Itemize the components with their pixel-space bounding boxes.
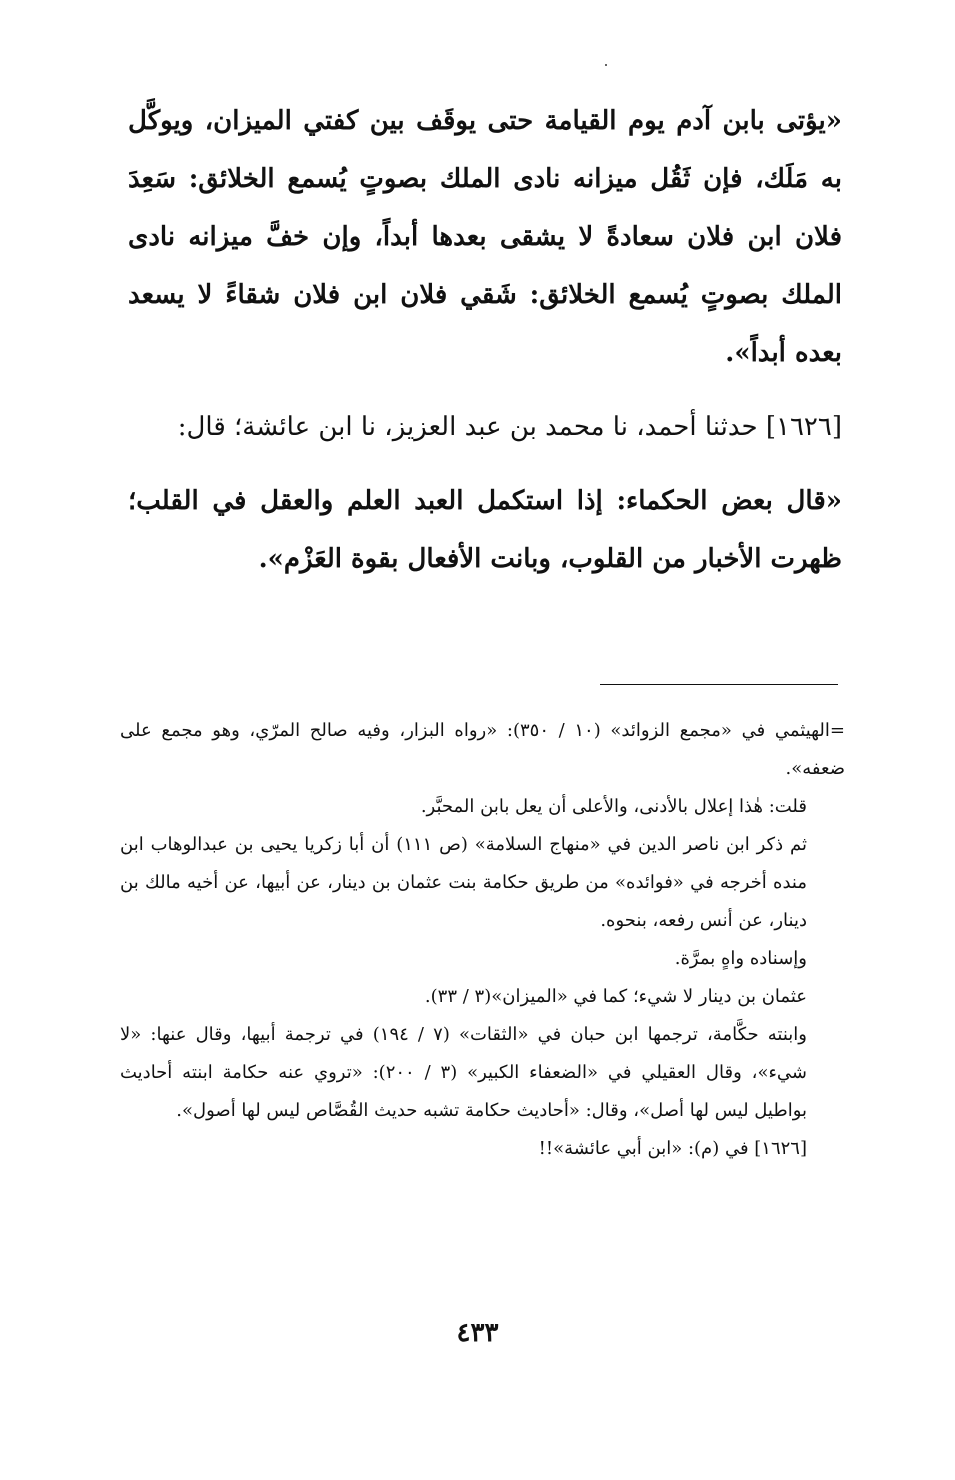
footnote-line: وابنته حكَّامة، ترجمها ابن حبان في «الثقات» (٧ / ١٩٤) في ترجمة أبيها، وقال عنها: «لا شيء»، وقال العقيلي في «الضعفاء الكبير» (٣ / ٢٠٠): «تروي عنه حكامة ابنته أحاديث بواطيل ليس لها أصل»، وقال: «أحاديث حكامة تشبه حديث القُصَّاص ليس لها أصول».: [120, 1024, 808, 1121]
footnote-line: عثمان بن دينار لا شيء؛ كما في «الميزان»(٣ / ٣٣).: [424, 986, 807, 1007]
isnad-paragraph: [١٦٢٦] حدثنا أحمد، نا محمد بن عبد العزيز، نا ابن عائشة؛ قال:: [177, 412, 842, 442]
footnote-line: ثم ذكر ابن ناصر الدين في «منهاج السلامة» (ص ١١١) أن أبا زكريا يحيى بن عبدالوهاب ابن منده أخرجه في «فوائده» من طريق حكامة بنت عثمان بن دينار، عن أبيها، عن أخيه مالك بن دينار، عن أنس رفعه، بنحوه.: [120, 834, 807, 931]
footnote-line: [١٦٢٦] في (م): «ابن أبي عائشة»!!: [538, 1138, 807, 1159]
footnote-line: قلت: هٰذا إعلال بالأدنى، والأعلى أن يعل بابن المحبَّر.: [420, 796, 807, 817]
page-number: ٤٣٣: [456, 1318, 499, 1348]
footnote-line: =الهيثمي في «مجمع الزوائد» (١٠ / ٣٥٠): «رواه البزار، وفيه صالح المرّي، وهو مجمع على ضعفه».: [120, 720, 845, 779]
main-text-block: [128, 92, 842, 588]
page-mark: [605, 64, 607, 66]
saying-paragraph: «قال بعض الحكماء: إذا استكمل العبد العلم والعقل في القلب؛ ظهرت الأخبار من القلوب، وبانت الأفعال بقوة العَزْم».: [128, 486, 842, 574]
footnote-line: وإسناده واهٍ بمرَّة.: [674, 948, 807, 969]
hadith-paragraph: «يؤتى بابن آدم يوم القيامة حتى يوقَف بين كفتي الميزان، ويوكَّل به مَلَك، فإن ثَقُل ميزانه نادى الملك بصوتٍ يُسمع الخلائق: سَعِدَ فلان ابن فلان سعادةً لا يشقى بعدها أبداً، وإن خفَّ ميزانه نادى الملك بصوتٍ يُسمع الخلائق: شَقي فلان ابن فلان شقاءً لا يسعد بعده أبداً».: [128, 106, 843, 368]
footnote-divider: [600, 684, 838, 685]
footnotes-block: [120, 712, 845, 1168]
